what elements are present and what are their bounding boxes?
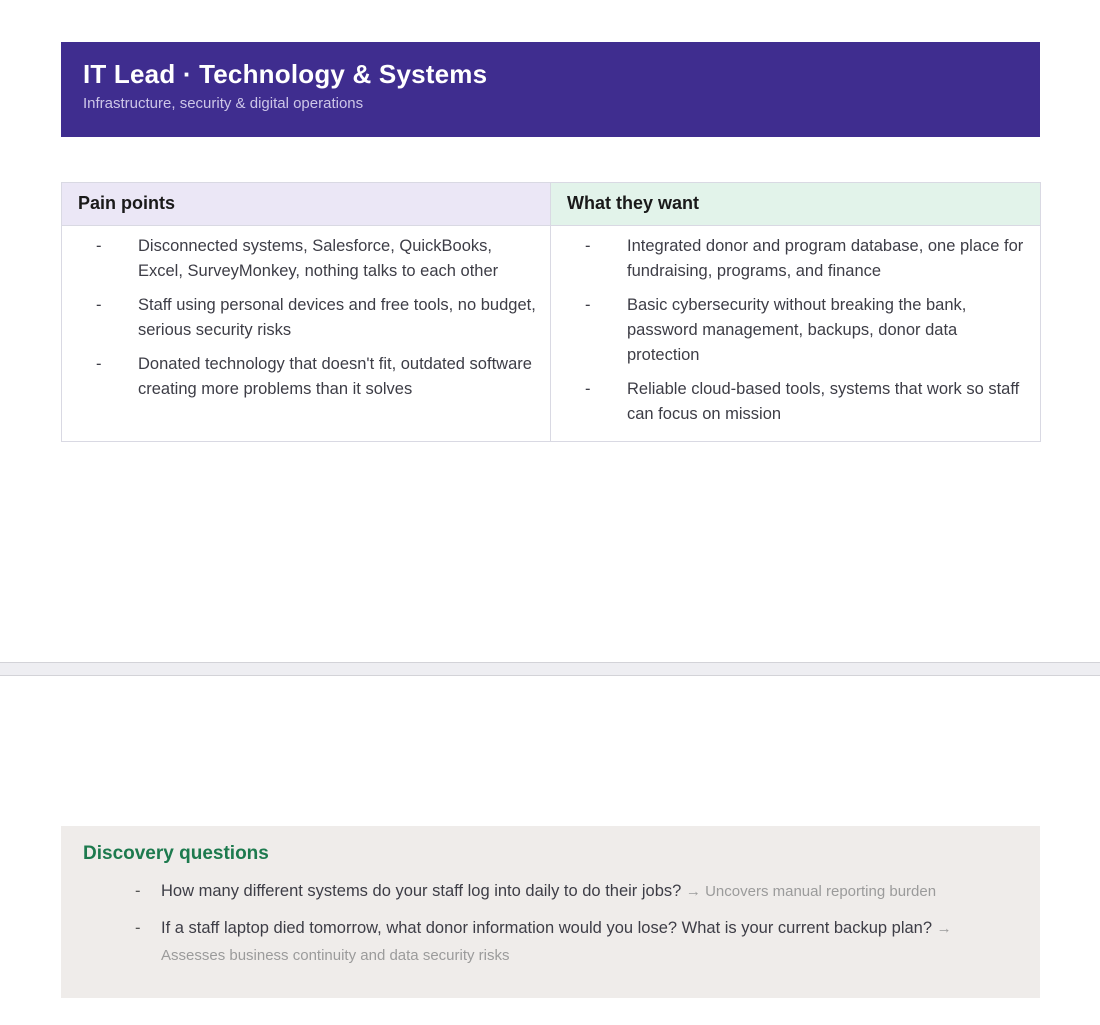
table-header-row	[62, 183, 1041, 226]
pain-points-wants-table	[61, 182, 1041, 442]
column-header-pain-points: Pain points	[62, 183, 551, 226]
discovery-questions-title: Discovery questions	[83, 843, 269, 864]
what-they-want-list	[563, 234, 1028, 427]
list-item	[74, 234, 538, 284]
list-item	[74, 293, 538, 343]
list-item	[74, 352, 538, 402]
role-title: IT Lead · Technology & Systems	[83, 59, 488, 89]
bullet-dash: -	[585, 380, 591, 398]
discovery-question-hint	[686, 883, 936, 900]
list-item-text: Donated technology that doesn't fit, outdated software creating more problems than it solves	[138, 355, 532, 398]
list-item	[563, 293, 1028, 368]
discovery-questions-list	[83, 878, 1018, 969]
list-item-text: Disconnected systems, Salesforce, QuickBooks, Excel, SurveyMonkey, nothing talks to each other	[138, 237, 499, 280]
table-row	[62, 226, 1041, 442]
role-subtitle: Infrastructure, security & digital operations	[83, 95, 364, 112]
discovery-questions-panel	[61, 826, 1040, 998]
bullet-dash: -	[135, 882, 141, 900]
column-header-what-they-want: What they want	[551, 183, 1041, 226]
discovery-question-text: If a staff laptop died tomorrow, what donor information would you lose? What is your current backup plan?	[161, 919, 933, 937]
arrow-icon: →	[685, 883, 701, 900]
bullet-dash: -	[585, 237, 591, 255]
page-break-divider	[0, 662, 1100, 676]
bullet-dash: -	[96, 237, 102, 255]
bullet-dash: -	[135, 919, 141, 937]
list-item	[563, 234, 1028, 284]
cell-pain-points	[62, 226, 551, 442]
role-banner	[61, 42, 1040, 137]
discovery-hint-text: Uncovers manual reporting burden	[705, 883, 937, 900]
bullet-dash: -	[585, 296, 591, 314]
list-item	[83, 915, 1018, 969]
discovery-question-text: How many different systems do your staff log into daily to do their jobs?	[161, 882, 682, 900]
arrow-icon: →	[936, 920, 952, 937]
cell-what-they-want	[551, 226, 1041, 442]
list-item-text: Staff using personal devices and free tools, no budget, serious security risks	[138, 296, 536, 339]
list-item-text: Basic cybersecurity without breaking the bank, password management, backups, donor data protection	[627, 296, 967, 364]
list-item	[563, 377, 1028, 427]
bullet-dash: -	[96, 296, 102, 314]
discovery-hint-text: Assesses business continuity and data security risks	[161, 947, 510, 964]
list-item-text: Integrated donor and program database, one place for fundraising, programs, and finance	[627, 237, 1024, 280]
bullet-dash: -	[96, 355, 102, 373]
list-item-text: Reliable cloud-based tools, systems that work so staff can focus on mission	[627, 380, 1020, 423]
pain-points-list	[74, 234, 538, 402]
list-item	[83, 878, 1018, 905]
